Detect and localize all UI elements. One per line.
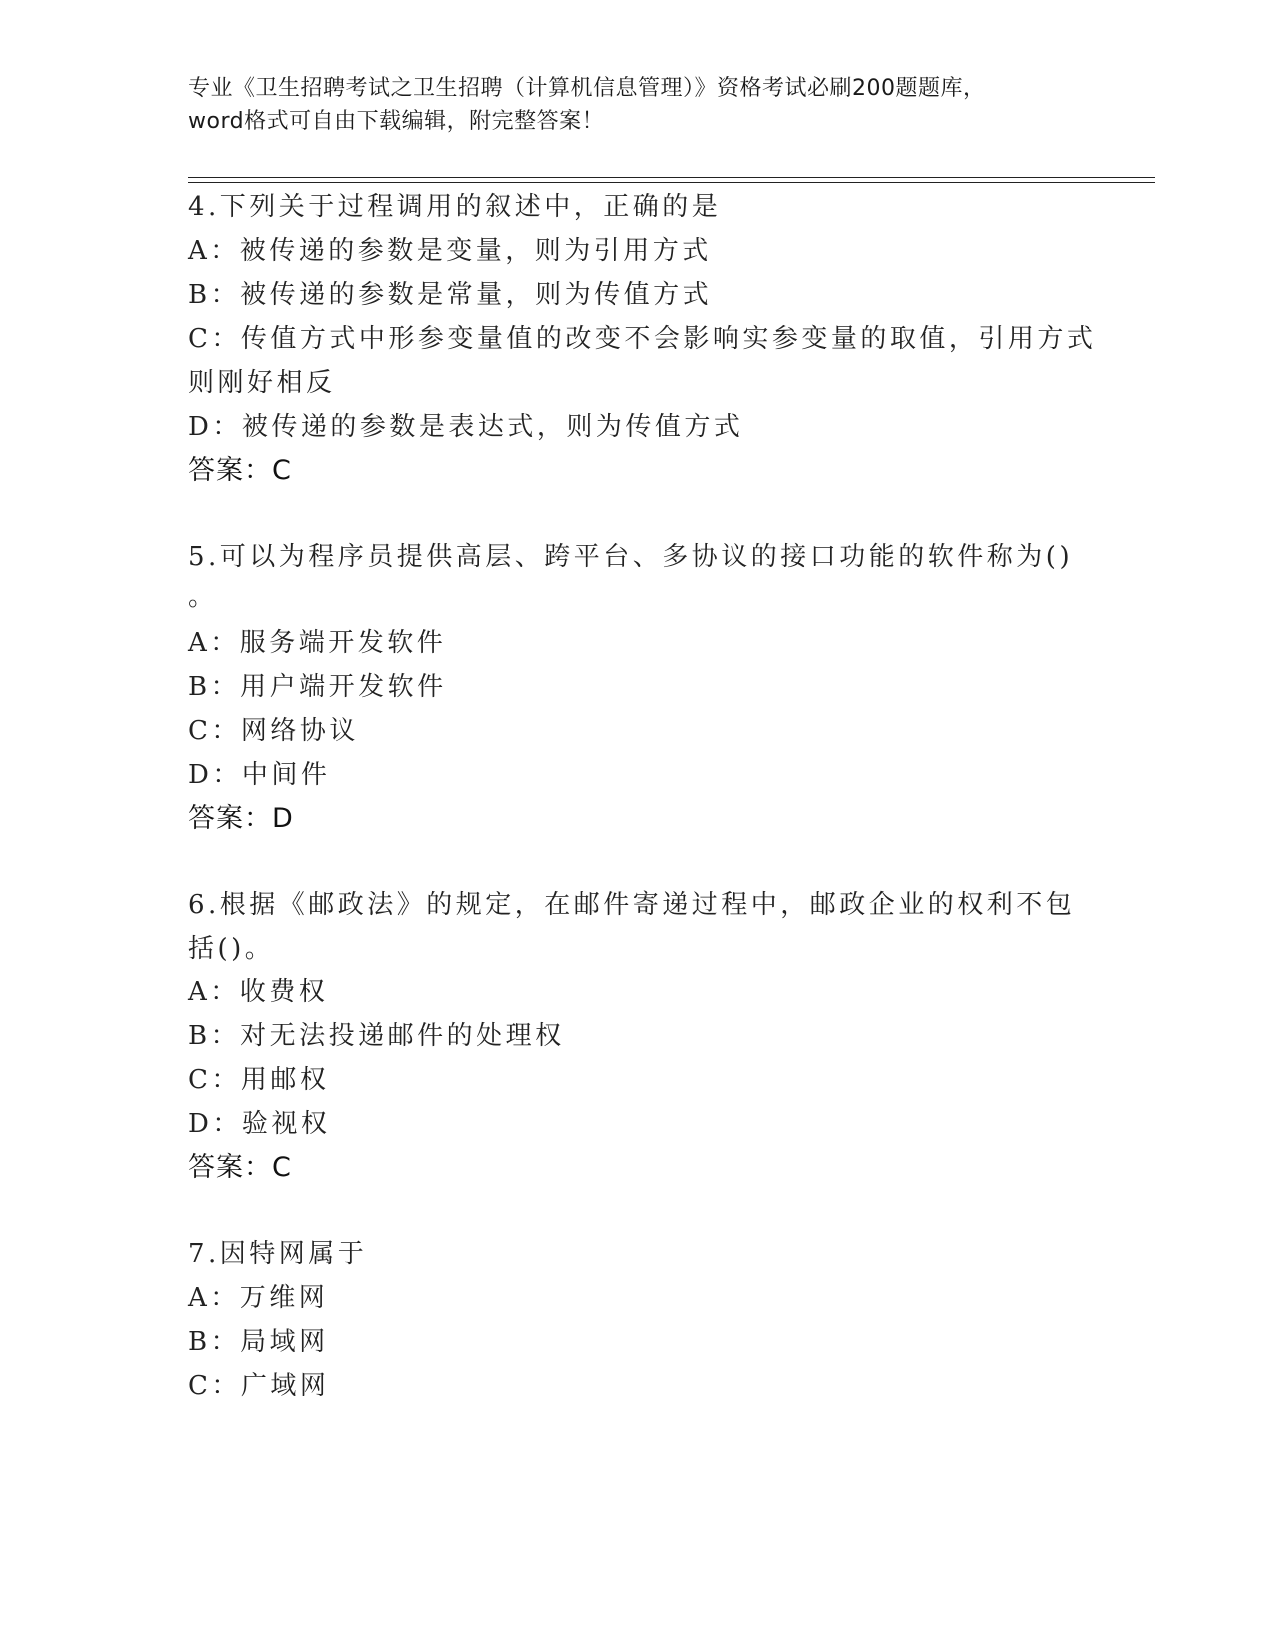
question-7-option-a: A：万维网	[188, 1283, 329, 1313]
document-header	[188, 72, 1088, 138]
question-5-stem: 5.可以为程序员提供高层、跨平台、多协议的接口功能的软件称为()	[188, 542, 1074, 572]
question-6-stem-continued: 括()。	[188, 934, 275, 964]
question-6-option-c: C：用邮权	[188, 1065, 330, 1095]
question-4-option-b: B：被传递的参数是常量，则为传值方式	[188, 280, 713, 310]
question-6-option-d: D：验视权	[188, 1109, 331, 1139]
question-5-option-a: A：服务端开发软件	[188, 628, 447, 658]
question-6-answer: 答案：C	[188, 1152, 292, 1183]
question-6-stem: 6.根据《邮政法》的规定，在邮件寄递过程中，邮政企业的权利不包	[188, 890, 1076, 920]
question-5-option-b: B：用户端开发软件	[188, 672, 447, 702]
question-5-stem-continued: 。	[188, 582, 218, 612]
question-7-stem: 7.因特网属于	[188, 1239, 368, 1269]
question-4-answer: 答案：C	[188, 455, 292, 486]
question-5-option-c: C：网络协议	[188, 716, 359, 746]
question-5-answer: 答案：D	[188, 803, 294, 834]
question-4-option-c-continued: 则刚好相反	[188, 368, 336, 398]
question-7-option-c: C：广域网	[188, 1371, 330, 1401]
header-line-1: 专业《卫生招聘考试之卫生招聘（计算机信息管理）》资格考试必刷200题题库，	[188, 76, 986, 101]
question-4-option-d: D：被传递的参数是表达式，则为传值方式	[188, 412, 744, 442]
question-6-option-b: B：对无法投递邮件的处理权	[188, 1021, 565, 1051]
header-divider-top	[188, 177, 1155, 178]
question-7-option-b: B：局域网	[188, 1327, 329, 1357]
header-divider-bottom	[188, 182, 1155, 183]
question-4-option-c: C：传值方式中形参变量值的改变不会影响实参变量的取值，引用方式	[188, 324, 1097, 354]
header-line-2: word格式可自由下载编辑，附完整答案！	[188, 109, 605, 134]
question-4-option-a: A：被传递的参数是变量，则为引用方式	[188, 236, 712, 266]
question-6-option-a: A：收费权	[188, 977, 329, 1007]
question-5-option-d: D：中间件	[188, 760, 331, 790]
question-4-stem: 4.下列关于过程调用的叙述中，正确的是	[188, 192, 722, 222]
